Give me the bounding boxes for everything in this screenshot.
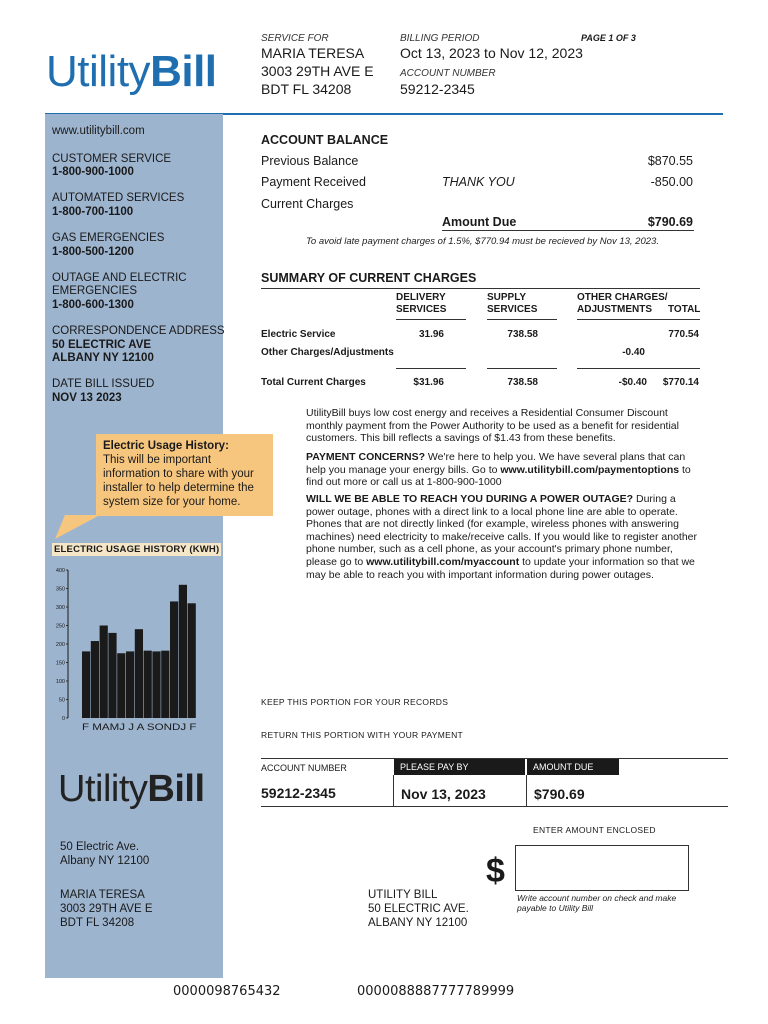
mailing-line2: BDT FL 34208 [60, 917, 135, 929]
chart-y-tick-label: 50 [58, 697, 65, 704]
return-portion-label: RETURN THIS PORTION WITH YOUR PAYMENT [261, 730, 464, 740]
amount-due-stub-label: AMOUNT DUE [527, 759, 619, 775]
delivery-total-rule [396, 368, 466, 369]
mailing-line1: 3003 29TH AVE E [60, 903, 153, 915]
remit-line2: ALBANY NY 12100 [368, 917, 468, 929]
utilitybill-logo: UtilityBill [46, 47, 217, 96]
date-issued-label: DATE BILL ISSUED [52, 378, 155, 390]
chart-bar [144, 651, 152, 718]
other-header-rule [577, 319, 700, 320]
chart-x-tick-labels: F MAMJ J A SONDJ F [82, 722, 197, 733]
previous-balance-value: $870.55 [647, 154, 693, 168]
correspondence-line2: ALBANY NY 12100 [52, 352, 154, 364]
callout-text: This will be important information to share with your installer to help determine the system size for your home. [103, 454, 254, 508]
chart-y-tick-label: 300 [55, 605, 65, 611]
chart-y-tick-label: 150 [55, 660, 65, 667]
automated-services-label: AUTOMATED SERVICES [52, 192, 185, 204]
row-electric-service-supply: 738.58 [507, 329, 538, 340]
stub-account-label: ACCOUNT NUMBER [261, 763, 347, 773]
service-for-label: SERVICE FOR [261, 33, 329, 44]
col-delivery-services: DELIVERY SERVICES [396, 292, 447, 315]
payment-received-label: Payment Received [261, 175, 366, 189]
stub-pay-by-date: Nov 13, 2023 [401, 786, 486, 802]
col-other-charges: OTHER CHARGES/ ADJUSTMENTS [577, 292, 668, 315]
stub-divider-2 [526, 775, 527, 806]
gas-emergencies-phone: 1-800-500-1200 [52, 246, 134, 258]
remit-line1: 50 ELECTRIC AVE. [368, 903, 469, 915]
chart-bar [179, 585, 187, 718]
chart-bar [188, 603, 196, 718]
supply-header-rule [487, 319, 557, 320]
pay-by-label: PLEASE PAY BY [394, 759, 525, 775]
col-supply-services: SUPPLY SERVICES [487, 292, 538, 315]
stub-amount-due: $790.69 [534, 786, 585, 802]
chart-bar [161, 651, 169, 718]
summary-top-rule [261, 288, 700, 289]
discount-notice: UtilityBill buys low cost energy and receives a Residential Consumer Discount monthly payment from the Power Authority to be used as a benefit for residential customers. This bill reflects a savings of $1.43 from these benefits. [306, 407, 679, 445]
date-issued: NOV 13 2023 [52, 392, 122, 404]
check-payable-note: Write account number on check and make payable to Utility Bill [517, 893, 677, 913]
chart-bar [135, 629, 143, 718]
chart-bar [82, 651, 90, 718]
chart-y-tick-label: 400 [55, 568, 65, 574]
total-supply: 738.58 [507, 377, 538, 388]
scan-code-1: 0000098765432 [173, 984, 281, 999]
summary-title: SUMMARY OF CURRENT CHARGES [261, 271, 477, 285]
service-address-line1: 3003 29TH AVE E [261, 63, 374, 79]
callout-pointer [55, 515, 105, 541]
chart-bar [100, 626, 108, 719]
payment-options-link[interactable]: www.utilitybill.com/paymentoptions [500, 463, 680, 476]
account-balance-title: ACCOUNT BALANCE [261, 133, 389, 147]
scan-code-2: 0000088887777789999 [357, 984, 515, 999]
outage-emergencies-label: OUTAGE AND ELECTRIC EMERGENCIES [52, 272, 187, 297]
row-electric-service-label: Electric Service [261, 329, 336, 340]
total-current-charges-label: Total Current Charges [261, 377, 366, 388]
other-total-rule [577, 368, 700, 369]
power-outage-notice: WILL WE BE ABLE TO REACH YOU DURING A POWER OUTAGE? During a power outage, phones with a direct link to a local phone line are able to operate. Phones that are not directly linked (for example, wireless phones with answering machines) need electricity to make/receive calls. If you would like to register another phone number, such as a cell phone, as your account's primary phone number, please go to www.utilitybill.com/myaccount to update your information so that we may be able to reach you with important information during power outages. [306, 493, 698, 581]
amount-due-underline [442, 230, 694, 231]
amount-due-value: $790.69 [647, 215, 693, 229]
remit-name: UTILITY BILL [368, 889, 438, 901]
chart-y-tick-label: 350 [55, 586, 65, 593]
row-other-charges-value: -0.40 [622, 347, 645, 358]
account-number-label: ACCOUNT NUMBER [400, 68, 496, 79]
amount-enclosed-field[interactable] [515, 845, 689, 891]
current-charges-label: Current Charges [261, 197, 354, 211]
stub-account-number: 59212-2345 [261, 785, 336, 801]
usage-history-title: ELECTRIC USAGE HISTORY (KWH) [54, 544, 220, 555]
customer-name: MARIA TERESA [261, 45, 365, 61]
chart-bar [170, 601, 178, 718]
late-payment-note: To avoid late payment charges of 1.5%, $770.94 must be recieved by Nov 13, 2023. [306, 236, 659, 247]
website-link[interactable]: www.utilitybill.com [52, 125, 145, 137]
chart-bar [152, 651, 160, 718]
payment-concerns-notice: PAYMENT CONCERNS? We're here to help you. We have several plans that can help you manage your energy bills. Go to www.utilitybill.com/paymentoptions to find out more or call us at 1-800-900-1000 [306, 451, 691, 489]
mailing-name: MARIA TERESA [60, 889, 145, 901]
company-address-line1: 50 Electric Ave. [60, 841, 140, 853]
chart-bar [91, 641, 99, 718]
chart-y-tick-label: 100 [55, 679, 65, 685]
chart-y-tick-label: 250 [55, 623, 65, 630]
utilitybill-logo-bottom: UtilityBill [58, 768, 205, 810]
row-electric-service-delivery: 31.96 [418, 329, 444, 340]
chart-bar [108, 633, 116, 718]
customer-service-label: CUSTOMER SERVICE [52, 153, 172, 165]
customer-service-phone: 1-800-900-1000 [52, 166, 134, 178]
supply-total-rule [487, 368, 557, 369]
page-number: PAGE 1 OF 3 [581, 33, 636, 43]
billing-period-label: BILLING PERIOD [400, 33, 480, 44]
myaccount-link[interactable]: www.utilitybill.com/myaccount [366, 555, 520, 568]
usage-history-chart [50, 563, 200, 735]
chart-y-tick-label: 0 [61, 716, 65, 722]
usage-history-callout [96, 434, 273, 516]
company-address-line2: Albany NY 12100 [60, 855, 150, 867]
gas-emergencies-label: GAS EMERGENCIES [52, 232, 165, 244]
chart-bar [117, 653, 125, 718]
automated-services-phone: 1-800-700-1100 [52, 206, 134, 218]
outage-emergencies-phone: 1-800-600-1300 [52, 299, 134, 311]
account-number: 59212-2345 [400, 81, 475, 97]
row-other-charges-label: Other Charges/Adjustments [261, 347, 394, 358]
total-total: $770.14 [662, 377, 699, 388]
enter-amount-label: ENTER AMOUNT ENCLOSED [533, 825, 656, 835]
dollar-sign: $ [486, 852, 505, 890]
previous-balance-label: Previous Balance [261, 154, 359, 168]
row-electric-service-total: 770.54 [668, 329, 699, 340]
stub-bottom-rule [261, 806, 728, 807]
total-delivery: $31.96 [413, 377, 444, 388]
chart-y-tick-label: 200 [55, 642, 65, 648]
correspondence-label: CORRESPONDENCE ADDRESS [52, 325, 225, 337]
payment-received-value: -850.00 [650, 175, 693, 189]
amount-due-label: Amount Due [442, 215, 517, 229]
stub-divider-1 [393, 775, 394, 806]
callout-title: Electric Usage History: [103, 440, 229, 452]
total-other: -$0.40 [618, 377, 647, 388]
chart-bar [126, 651, 134, 718]
keep-portion-label: KEEP THIS PORTION FOR YOUR RECORDS [261, 697, 449, 707]
col-total: TOTAL [668, 304, 701, 315]
payment-thank-you: THANK YOU [442, 175, 515, 189]
correspondence-line1: 50 ELECTRIC AVE [52, 339, 152, 351]
billing-period: Oct 13, 2023 to Nov 12, 2023 [400, 45, 583, 61]
service-address-line2: BDT FL 34208 [261, 81, 352, 97]
delivery-header-rule [396, 319, 466, 320]
